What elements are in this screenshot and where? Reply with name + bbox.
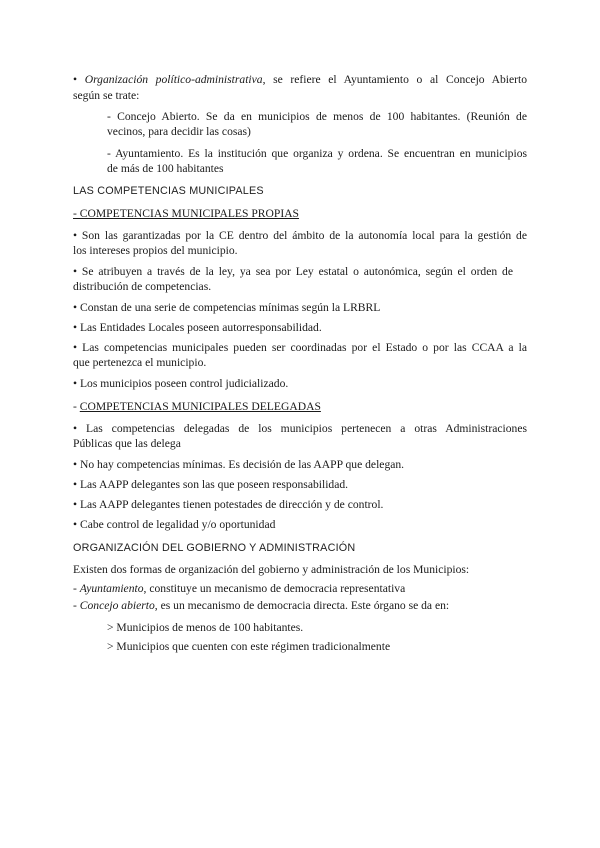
- intro-item-2-line-2: de más de 100 habitantes: [107, 162, 224, 175]
- intro-line-1: [73, 73, 527, 87]
- intro-line-2: según se trate:: [73, 89, 140, 102]
- organizacion-concejo: [73, 599, 449, 613]
- delegadas-item-5: • Cabe control de legalidad y/o oportunidad: [73, 518, 276, 531]
- section-propias-title: - COMPETENCIAS MUNICIPALES PROPIAS: [73, 207, 300, 220]
- ayto-dash: -: [73, 582, 80, 595]
- section-delegadas-dash: -: [73, 400, 80, 413]
- propias-item-2-line-1: • Se atribuyen a través de la ley, ya sea por Ley estatal o autonómica, según el orden de: [73, 265, 513, 278]
- organizacion-intro: Existen dos formas de organización del gobierno y administración de los Municipios:: [73, 563, 470, 576]
- concejo-term: Concejo abierto: [79, 599, 155, 612]
- propias-item-1-line-1: • Son las garantizadas por la CE dentro del ámbito de la autonomía local para la gestión de: [73, 229, 527, 242]
- delegadas-item-4: • Las AAPP delegantes tienen potestades de dirección y de control.: [73, 498, 384, 511]
- propias-item-5-line-2: que pertenezca el municipio.: [73, 356, 207, 369]
- concejo-rest: , es un mecanismo de democracia directa. Este órgano se da en:: [154, 599, 450, 612]
- organizacion-sub-item-1: > Municipios de menos de 100 habitantes.: [107, 621, 304, 634]
- delegadas-item-1-line-2: Públicas que las delega: [73, 437, 181, 450]
- ayto-rest: , constituye un mecanismo de democracia representativa: [143, 582, 406, 595]
- propias-item-4: • Las Entidades Locales poseen autorresponsabilidad.: [73, 321, 322, 334]
- intro-item-2-line-1: - Ayuntamiento. Es la institución que organiza y ordena. Se encuentran en municipios: [107, 147, 527, 160]
- intro-rest: , se refiere el Ayuntamiento o al Concejo Abierto: [262, 73, 527, 86]
- intro-item-1-line-2: vecinos, para decidir las cosas): [107, 125, 251, 138]
- delegadas-item-3: • Las AAPP delegantes son las que poseen responsabilidad.: [73, 478, 349, 491]
- organizacion-sub-item-2: > Municipios que cuenten con este régimen tradicionalmente: [107, 640, 391, 653]
- ayto-term: Ayuntamiento: [79, 582, 144, 595]
- heading-competencias: LAS COMPETENCIAS MUNICIPALES: [73, 185, 264, 197]
- propias-item-5-line-1: • Las competencias municipales pueden ser coordinadas por el Estado o por las CCAA a la: [73, 341, 527, 354]
- propias-item-6: • Los municipios poseen control judicializado.: [73, 377, 289, 390]
- delegadas-item-2: • No hay competencias mínimas. Es decisión de las AAPP que delegan.: [73, 458, 405, 471]
- heading-organizacion: ORGANIZACIÓN DEL GOBIERNO Y ADMINISTRACIÓN: [73, 542, 356, 554]
- propias-item-2-line-2: distribución de competencias.: [73, 280, 212, 293]
- section-delegadas-title: [73, 400, 321, 414]
- propias-item-1-line-2: los intereses propios del municipio.: [73, 244, 238, 257]
- delegadas-item-1-line-1: • Las competencias delegadas de los municipios pertenecen a otras Administraciones: [73, 422, 527, 435]
- intro-term: Organización político-administrativa: [84, 73, 263, 86]
- organizacion-ayuntamiento: [73, 582, 405, 596]
- section-delegadas-title-text: COMPETENCIAS MUNICIPALES DELEGADAS: [79, 400, 321, 413]
- bullet: •: [73, 73, 78, 86]
- propias-item-3: • Constan de una serie de competencias mínimas según la LRBRL: [73, 301, 381, 314]
- concejo-dash: -: [73, 599, 80, 612]
- intro-item-1-line-1: - Concejo Abierto. Se da en municipios de menos de 100 habitantes. (Reunión de: [107, 110, 527, 123]
